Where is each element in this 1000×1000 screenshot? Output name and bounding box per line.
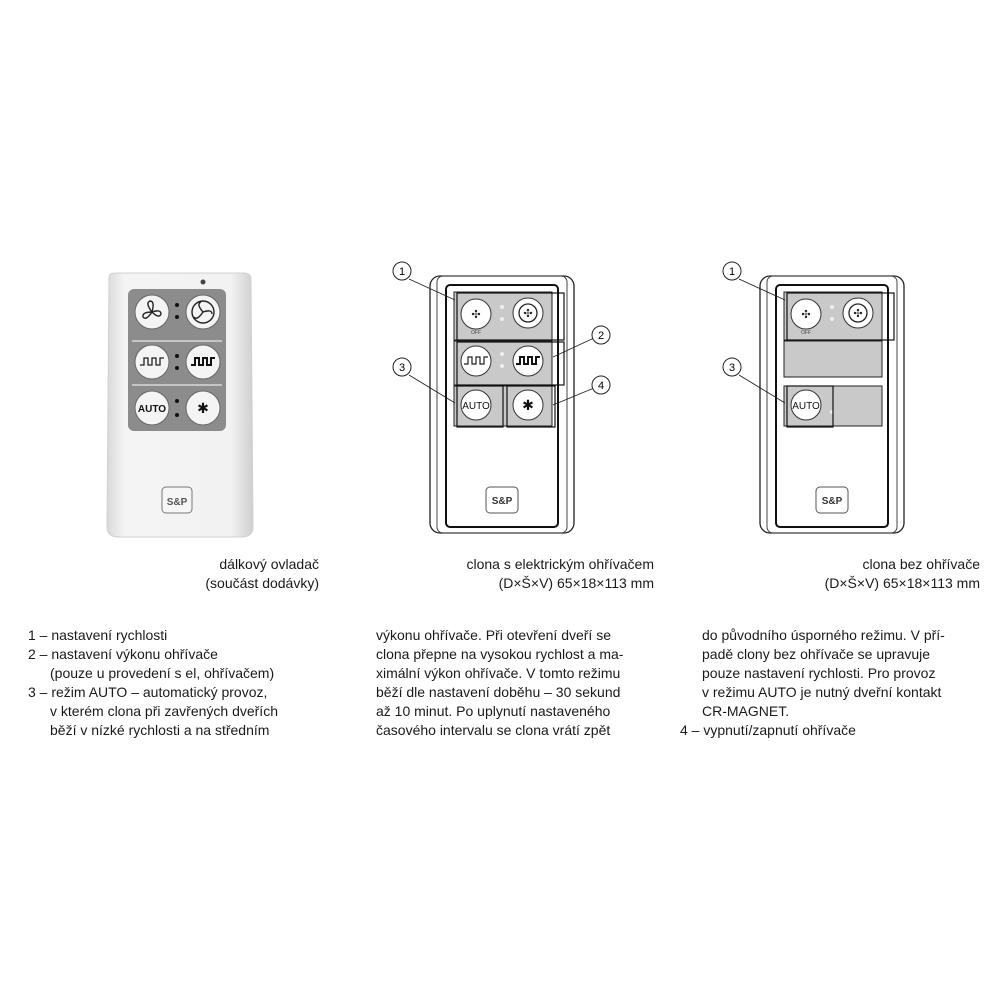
- legend-line: CR-MAGNET.: [702, 703, 790, 719]
- svg-text:✣: ✣: [801, 309, 811, 321]
- legend-column-2: [376, 626, 623, 740]
- legend-line: v režimu AUTO je nutný dveřní kontakt: [702, 684, 942, 700]
- legend-line: 1 – nastavení rychlosti: [28, 627, 168, 643]
- caption-line: clona bez ohřívače: [862, 556, 980, 572]
- callout-2: [592, 326, 610, 344]
- heater-curtain-diagram: [385, 255, 625, 545]
- svg-text:S&P: S&P: [491, 496, 513, 507]
- caption-line: (součást dodávky): [205, 575, 319, 591]
- sp-logo: [486, 487, 518, 513]
- callout-3: [723, 358, 741, 376]
- legend-line: ximální výkon ohřívače. V tomto režimu: [376, 665, 621, 681]
- svg-text:✣: ✣: [471, 309, 481, 321]
- fan-high-button[interactable]: [513, 298, 543, 328]
- led-indicator: [201, 280, 206, 285]
- svg-text:2: 2: [597, 330, 605, 342]
- legend-line: pouze nastavení rychlosti. Pro provoz: [702, 665, 936, 681]
- svg-text:✣: ✣: [523, 308, 533, 320]
- legend-column-3: [680, 626, 945, 740]
- fan-high-button[interactable]: [186, 295, 220, 329]
- svg-text:AUTO: AUTO: [462, 401, 490, 412]
- legend-line: časového intervalu se clona vrátí zpět: [376, 722, 611, 738]
- svg-text:3: 3: [398, 362, 406, 374]
- legend-line: běží v nízké rychlosti a na středním: [50, 722, 270, 738]
- svg-text:1: 1: [728, 266, 736, 278]
- legend-line: 2 – nastavení výkonu ohřívače: [28, 646, 218, 662]
- legend-line: padě clony bez ohřívače se upravuje: [702, 646, 931, 662]
- svg-text:OFF: OFF: [471, 330, 481, 336]
- svg-text:AUTO: AUTO: [137, 404, 167, 415]
- heater-low-button[interactable]: [461, 346, 491, 376]
- legend-line: výkonu ohřívače. Při otevření dveří se: [376, 627, 611, 643]
- svg-text:OFF: OFF: [801, 330, 811, 336]
- svg-text:✱: ✱: [522, 397, 534, 413]
- heater-caption: [466, 555, 654, 593]
- legend-column-1: [28, 626, 278, 740]
- svg-text:✣: ✣: [853, 308, 863, 320]
- legend-line: (pouze u provedení s el, ohřívačem): [50, 665, 275, 681]
- auto-button[interactable]: [135, 391, 169, 425]
- legend-line: do původního úsporného režimu. V pří-: [702, 627, 945, 643]
- caption-line: dálkový ovladač: [219, 556, 319, 572]
- svg-text:4: 4: [597, 380, 605, 392]
- heater-high-button[interactable]: [186, 345, 220, 379]
- heater-toggle-button[interactable]: [513, 390, 543, 420]
- heater-low-button[interactable]: [135, 345, 169, 379]
- svg-text:S&P: S&P: [821, 496, 843, 507]
- no-heater-curtain-diagram: [715, 255, 905, 545]
- svg-text:AUTO: AUTO: [792, 401, 820, 412]
- legend-line: v kterém clona při zavřených dveřích: [50, 703, 278, 719]
- fan-high-button[interactable]: [843, 298, 873, 328]
- legend-line: clona přepne na vysokou rychlost a ma-: [376, 646, 624, 662]
- legend-line: 4 – vypnutí/zapnutí ohřívače: [680, 722, 856, 738]
- callout-1: [723, 262, 741, 280]
- heater-toggle-button[interactable]: [186, 391, 220, 425]
- remote-control-illustration: [95, 265, 265, 545]
- auto-button[interactable]: [791, 390, 821, 420]
- callout-3: [393, 358, 411, 376]
- empty-section: [784, 341, 882, 377]
- heater-high-button[interactable]: [513, 346, 543, 376]
- no-heater-caption: [825, 555, 980, 593]
- svg-text:1: 1: [398, 266, 406, 278]
- legend-line: 3 – režim AUTO – automatický provoz,: [28, 684, 268, 700]
- svg-text:✱: ✱: [197, 400, 209, 416]
- svg-text:S&P: S&P: [166, 497, 188, 508]
- legend-line: až 10 minut. Po uplynutí nastaveného: [376, 703, 611, 719]
- svg-text:3: 3: [728, 362, 736, 374]
- caption-line: (D×Š×V) 65×18×113 mm: [498, 575, 654, 591]
- caption-line: clona s elektrickým ohřívačem: [466, 556, 654, 572]
- auto-button[interactable]: [461, 390, 491, 420]
- fan-low-button[interactable]: [135, 295, 169, 329]
- remote-caption: [205, 555, 319, 593]
- caption-line: (D×Š×V) 65×18×113 mm: [824, 575, 980, 591]
- sp-logo: [816, 487, 848, 513]
- sp-logo: [162, 487, 192, 513]
- callout-4: [592, 376, 610, 394]
- legend-line: běží dle nastavení doběhu – 30 sekund: [376, 684, 621, 700]
- callout-1: [393, 262, 411, 280]
